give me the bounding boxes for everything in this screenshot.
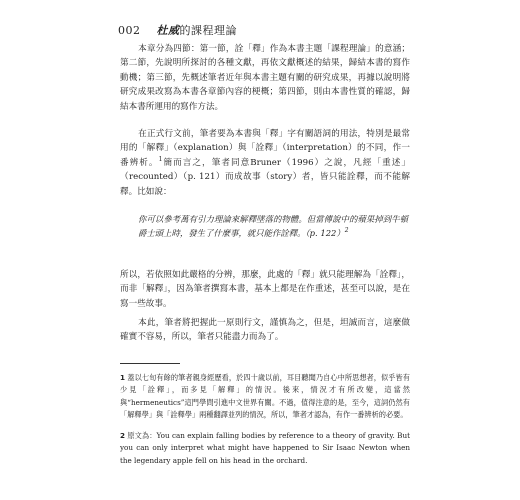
block-quote [138, 212, 408, 240]
running-header [118, 22, 237, 38]
footnote-2-mark: 2 [120, 431, 126, 440]
header-title-rest: 的課程理論 [179, 24, 237, 37]
paragraph-2-cont: 簡而言之，筆者同意Bruner（1996）之說，凡經「重述」（recounted）（p. 121）而成故事（story）者，皆只能詮釋，而不能解釋。比如說： [120, 157, 410, 197]
block-quote-text: 你可以參考萬有引力理論來解釋墜落的物體。但當傳說中的蘋果掉到牛頓爵士頭上時，發生了什麼事，就只能作詮釋。（p. 122） [138, 214, 408, 238]
paragraph-1-text: 本章分為四節：第一節，詮「釋」作為本書主題「課程理論」的意涵；第二節，先說明所探討的各種文獻，再依文獻概述的結果，歸結本書的寫作動機；第三節，先概述筆者近年與本書主題有關的研究成果，再據以說明將研究成果改寫為本書各章節內容的梗概；第四節，則由本書性質的確認，歸結本書所運用的寫作方法。 [120, 44, 410, 112]
page-number: 002 [118, 24, 141, 37]
footnote-divider [120, 363, 180, 364]
footnote-1-mark: 1 [120, 373, 126, 382]
footnote-1 [120, 372, 410, 422]
footnote-2-text-en: You can explain falling bodies by reference to a theory of gravity. But you can only interpret what might have happened to Sir Isaac Newton when the legendary apple fell on his head in the orchard. [120, 431, 410, 465]
header-title-emphasis: 杜威 [156, 24, 180, 37]
footnote-2 [120, 430, 410, 467]
footnote-ref-1[interactable]: 1 [158, 155, 163, 163]
paragraph-3 [120, 268, 410, 311]
paragraph-4-text: 本此，筆者將把握此一原則行文，謹慎為之，但是，坦誠而言，這麼做確實不容易，所以，筆者只能盡力而為了。 [120, 318, 410, 343]
paragraph-2-text: 在正式行文前，筆者要為本書與「釋」字有關語詞的用法，特別是最常用的「解釋」（explanation）與「詮釋」（interpretation）的不同，作一番辨析。 [120, 129, 410, 168]
footnote-1-text: 蓋以七旬有餘的筆者親身經歷看，於四十歲以前，耳目聽聞乃自心中所思想者，似乎皆有少見「詮釋」，而多見「解釋」的情況。後來，情況才有所改變，這當然與“hermeneutics”這門學問引進中文世界有關。不過，值得注意的是，至今，這詞仍然有「解釋學」與「詮釋學」兩種翻譯並列的情況，所以，筆者才認為，有作一番辨析的必要。 [120, 373, 410, 420]
paragraph-2 [120, 127, 410, 199]
footnote-2-text-zh: 原文為： [127, 431, 157, 440]
paragraph-4 [120, 316, 410, 345]
footnote-ref-2[interactable]: 2 [344, 227, 349, 235]
paragraph-3-text: 所以，若依照如此嚴格的分辨，那麼，此處的「釋」就只能理解為「詮釋」，而非「解釋」，因為筆者撰寫本書，基本上都是在作重述，甚至可以說，是在寫一些故事。 [120, 270, 410, 309]
paragraph-1 [120, 42, 410, 114]
